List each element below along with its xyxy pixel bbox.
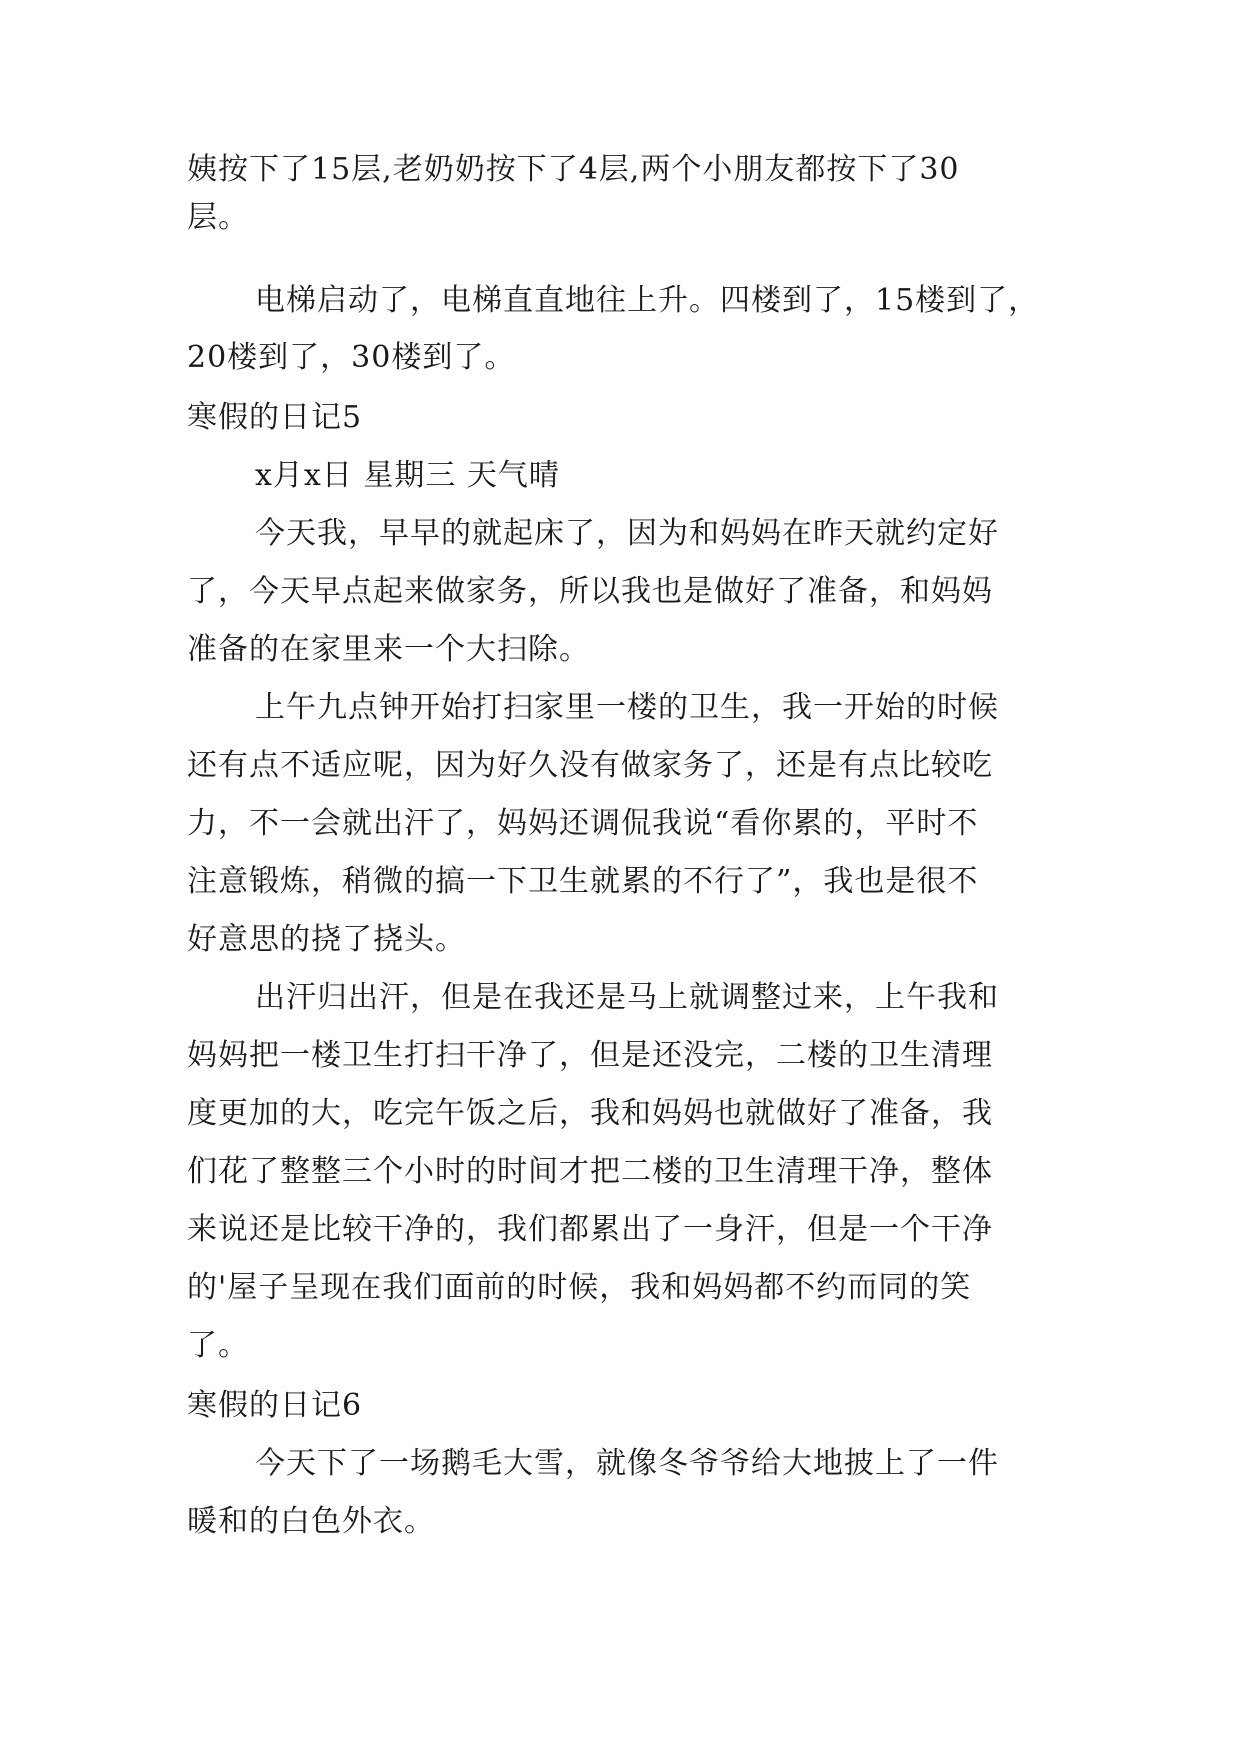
text-line: 们花了整整三个小时的时间才把二楼的卫生清理干净，整体 (187, 1154, 993, 1189)
text-line: 度更加的大，吃完午饭之后，我和妈妈也就做好了准备，我 (187, 1096, 993, 1131)
text-line: 了。 (187, 1328, 249, 1363)
text-line: 妈妈把一楼卫生打扫干净了，但是还没完，二楼的卫生清理 (187, 1038, 993, 1073)
paragraph-start: 出汗归出汗，但是在我还是马上就调整过来，上午我和 (255, 980, 999, 1015)
text-line: 好意思的挠了挠头。 (187, 922, 466, 957)
paragraph-start: 今天我，早早的就起床了，因为和妈妈在昨天就约定好 (255, 516, 999, 551)
text-line: 姨按下了15层,老奶奶按下了4层,两个小朋友都按下了30 (187, 152, 960, 187)
text-line: 层。 (187, 200, 249, 235)
text-line: 来说还是比较干净的，我们都累出了一身汗，但是一个干净 (187, 1212, 993, 1247)
text-line: 力，不一会就出汗了，妈妈还调侃我说“看你累的，平时不 (187, 806, 979, 841)
text-line: 20楼到了，30楼到了。 (187, 340, 516, 375)
text-line: 的'屋子呈现在我们面前的时候，我和妈妈都不约而同的笑 (187, 1270, 972, 1305)
text-line: 注意锻炼，稍微的搞一下卫生就累的不行了”，我也是很不 (187, 864, 979, 899)
text-line: 了，今天早点起来做家务，所以我也是做好了准备，和妈妈 (187, 574, 993, 609)
text-line: 还有点不适应呢，因为好久没有做家务了，还是有点比较吃 (187, 748, 993, 783)
date-line: x月x日 星期三 天气晴 (255, 458, 560, 493)
section-heading: 寒假的日记6 (187, 1388, 363, 1423)
paragraph-start: 今天下了一场鹅毛大雪，就像冬爷爷给大地披上了一件 (255, 1446, 999, 1481)
section-heading: 寒假的日记5 (187, 400, 363, 435)
text-line: 暖和的白色外衣。 (187, 1504, 435, 1539)
paragraph-start: 电梯启动了，电梯直直地往上升。四楼到了，15楼到了， (255, 283, 1040, 318)
text-line: 准备的在家里来一个大扫除。 (187, 632, 590, 667)
paragraph-start: 上午九点钟开始打扫家里一楼的卫生，我一开始的时候 (255, 690, 999, 725)
